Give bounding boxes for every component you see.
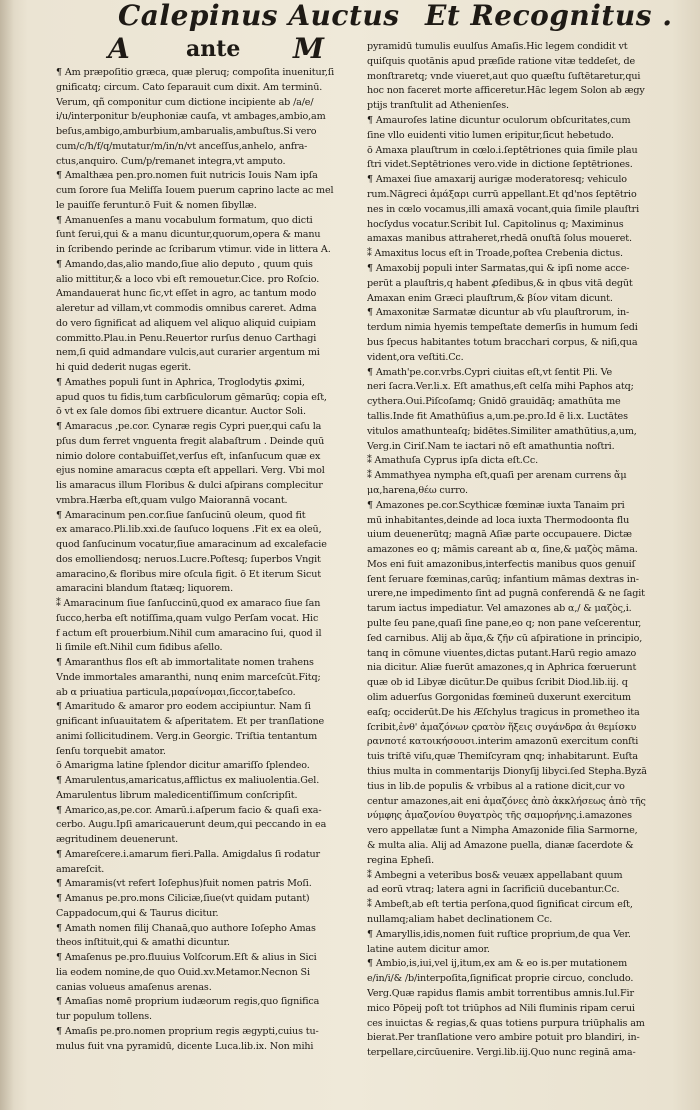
text-line: hoc non faceret morte afficeretur.Hāc legem Solon ab ægy: [367, 85, 645, 97]
text-line: μα,harena,θέω curro.: [367, 484, 468, 496]
text-line: ¶ Amauroſes latine dicuntur oculorum obſcuritates,cum: [367, 114, 631, 126]
text-line: Amarulentus librum maledicentiſſimum conſcripſit.: [56, 789, 298, 801]
text-line: ¶ Amaſis pe.pro.nomen proprium regis ægypti,cuius tu-: [56, 1025, 319, 1037]
text-line: in ſcribendo perinde ac ſcribarum vtimur. vide in littera A.: [56, 244, 331, 255]
text-line: ¶ Amando,das,alio mando,ſiue alio deputo , quum quis: [56, 258, 313, 270]
text-line: gnificatq; circum. Cato ſeparauit cum dixit. Am terminū.: [56, 81, 323, 93]
text-line: pſus dum ferret vnguenta fregit alabaſtrum . Deinde quū: [56, 435, 325, 447]
gutter-shadow: [0, 0, 14, 1110]
text-line: ejus nomine amaracus cœpta eſt appellari. Verg. Vbi mol: [56, 465, 325, 477]
text-line: pyramidū tumulis euulſus Amaſis.Hic legem condidit vt: [367, 41, 628, 52]
text-line: Vnde immortales amaranthi, nunq enim marceſcūt.Fitq;: [56, 671, 321, 683]
text-line: ō Amarigma latine ſplendor dicitur amariſſo ſplendeo.: [56, 760, 310, 772]
text-line: ⁑ Amaxitus locus eſt in Troade,poſtea Crebenia dictus.: [367, 248, 623, 260]
text-line: ces inuictas & regias,& quas totiens purpura triūphalis am: [367, 1017, 645, 1029]
text-line: ¶ Amaſias nomē proprium iudæorum regis,quo ſignifica: [56, 996, 320, 1008]
text-line: ¶ Amaryllis,idis,nomen fuit ruſtice proprium,de qua Ver.: [367, 928, 631, 940]
text-line: mulus fuit vna pyramidū, dicente Luca.lib.ix. Non mihi: [56, 1040, 314, 1052]
text-line: le pauiſſe feruntur.ō Fuit & nomen ſibyllæ.: [56, 199, 257, 211]
text-line: lia eodem nomine,de quo Ouid.xv.Metamor.Necnon Si: [56, 966, 310, 978]
text-line: i/u/interponitur b/euphoniæ cauſa, vt ambages,ambio,am: [56, 111, 326, 123]
text-line: hi quid dederit nugas egerit.: [56, 362, 191, 373]
text-line: vero appellatæ ſunt a Nimpha Amazonide filia Sarmorne,: [367, 825, 638, 837]
text-line: theos inſtituit,qui & amathi dicuntur.: [56, 937, 230, 949]
text-line: committo.Plau.in Penu.Reuertor rurſus denuo Carthagi: [56, 332, 317, 344]
text-line: perūt a plauſtris,q habent ꝓſedibus,& in qbus vitā degūt: [367, 277, 633, 289]
text-line: ¶ Amaxobij populi inter Sarmatas,qui & ipſi nome acce-: [367, 262, 630, 274]
text-line: ⁑ Ambegni a veteribus bos& veuæx appellabant quum: [367, 869, 623, 881]
text-line: ¶ Amath'pe.cor.vrbs.Cypri ciuitas eſt,vt ſentit Pli. Ve: [367, 366, 612, 378]
text-line: neri ſacra.Ver.li.x. Eſt amathus,eſt celſa mihi Paphos atq;: [367, 381, 634, 393]
text-line: terdum nimia hyemis tempeſtate demerſis in humum ſedi: [367, 322, 638, 334]
text-line: cum ſorore ſua Meliſſa Iouem puerum caprino lacte ac mel: [56, 185, 334, 196]
text-line: ⁑ Ammathyea nympha eſt,quaſi per arenam currens ἄμ: [367, 470, 627, 482]
guide-words: [56, 34, 358, 64]
text-line: amaracino,& floribus mire oſcula figit. ō Et iterum Sicut: [56, 568, 321, 580]
text-line: ¶ Amarico,as,pe.cor. Amarū.i.aſperum facio & quaſi exa-: [56, 804, 322, 816]
text-line: quod ſanſucinum vocatur,ſiue amaracinum ad excalefacie: [56, 539, 327, 550]
text-line: ō Amaxa plauſtrum in cœlo.i.ſeptētriones quia ſimile plau: [367, 144, 638, 156]
right-column-text: [367, 40, 657, 1061]
text-line: Cappadocum,qui & Taurus dicitur.: [56, 907, 219, 919]
guide-word: ante: [186, 36, 241, 62]
text-line: ¶ Amaramis(vt refert Ioſephus)fuit nomen patris Moſi.: [56, 878, 312, 890]
text-line: Mos eni fuit amazonibus,interfectis manibus quos genuiſ: [367, 558, 635, 570]
text-line: ¶ Amarulentus,amaricatus,afflictus ex maliuolentia.Gel.: [56, 775, 320, 786]
guide-ornament: M: [293, 34, 324, 65]
text-line: ſed carnibus. Alij ab ἅμα,& ζῆν cū aſpiratione in principio,: [367, 632, 643, 644]
text-line: bus ſpecus habitantes totum bracchari corpus, & niſi,qua: [367, 336, 638, 348]
text-line: tur populum tollens.: [56, 1011, 152, 1022]
text-line: olim aduerſus Gorgonidas fœmineū duxerunt exercitum: [367, 692, 631, 704]
text-line: quiſquis quotānis apud præſide ratione vitæ teddeſet, de: [367, 55, 636, 67]
text-line: ſent ſeruare fœminas,carūq; infantium māmas dextras in-: [367, 573, 639, 585]
running-head: [0, 0, 700, 34]
text-line: ⁑ Amaracinum ſiue ſanſuccinū,quod ex amaraco ſiue ſan: [56, 598, 321, 609]
text-line: amazones eo q; māmis careant ab α, ſine,& μαζὸς māma.: [367, 544, 638, 556]
text-line: & multa alia. Alij ad Amazone puella, dianæ ſacerdote &: [367, 840, 634, 852]
text-line: bierat.Per tranſlatione vero ambire potuit pro blandiri, in-: [367, 1032, 640, 1044]
text-line: Verg.Quæ rapidus flamis ambit torrentibus amnis.Iul.Fir: [367, 988, 634, 999]
text-line: ægritudinem deuenerunt.: [56, 834, 178, 845]
text-line: ¶ Amaracus ,pe.cor. Cynaræ regis Cypri puer,qui caſu la: [56, 421, 322, 432]
text-line: ¶ Amaranthus flos eſt ab immortalitate nomen trahens: [56, 657, 314, 668]
text-line: ¶ Amaſenus pe.pro.fluuius Volſcorum.Eſt & alius in Sici: [56, 952, 317, 963]
text-line: gnificant inſuauitatem & aſperitatem. Et per tranſlatione: [56, 716, 325, 727]
text-line: nes in cœlo vocamus,illi amaxā vocant,quia ſimile plauſtri: [367, 203, 640, 215]
text-line: apud quos tu fidis,tum carbſiculorum gēmarūq; copia eſt,: [56, 391, 327, 403]
left-column: [56, 34, 358, 1104]
text-line: ¶ Amaracinum pen.cor.ſiue ſanſucinū oleum, quod fit: [56, 509, 306, 521]
text-line: quæ ob id Libyæ dicūtur.De quibus ſcribit Diod.lib.iij. q: [367, 677, 628, 689]
running-head-left: Calepinus Auctus: [118, 0, 400, 32]
text-line: Verg.in Ciriſ.Nam te iactari nō eſt amathuntia noſtri.: [367, 440, 615, 452]
text-line: nem,ſi quid admandare vulcis,aut curarier argentum mi: [56, 347, 320, 359]
text-line: latine autem dicitur amor.: [367, 943, 490, 955]
text-line: cythera.Oui.Piſcoſamq; Gnidō grauidāq; amathūta me: [367, 396, 621, 408]
text-line: ſunt ſerui,qui & a manu dicuntur,quorum,opera & manu: [56, 229, 321, 241]
text-line: νύμφης ἀμαζονίου θυγατρὸς τῆς σαμορήνης.i.amazones: [367, 810, 632, 822]
text-line: ſenſu torquebit amator.: [56, 745, 166, 757]
text-line: ρανποτέ κατοικήσουσι.interim amazonū exercitum conſti: [367, 736, 639, 748]
text-line: ⁑ Amathuſa Cyprus ipſa dicta eſt.Cc.: [367, 455, 538, 467]
text-line: ſtri videt.Septētriones vero.vide in dictione ſeptētriones.: [367, 159, 633, 171]
text-line: monſtraretq; vnde viueret,aut quo quæſtu ſuſtētaretur,qui: [367, 70, 641, 82]
text-line: tuis triſtē viſu,quæ Themiſcyram qnq; inhabitarunt. Euſta: [367, 751, 638, 763]
text-line: Amaxan enim Græci plauſtrum,& βίον vitam dicunt.: [367, 292, 613, 304]
text-line: centur amazones,ait eni ἀμαζόνες ἀπὸ ἀκκλήσεως ἀπὸ τῆς: [367, 795, 646, 807]
text-line: regina Epheſi.: [367, 854, 434, 866]
text-line: do vero ſignificat ad aliquem vel aliquo aliquid cuipiam: [56, 317, 316, 329]
text-line: cum/c/h/f/q/mutatur/m/in/n/vt anceſſus,anhelo, anfra-: [56, 140, 308, 152]
text-line: ¶ Amalthæa pen.pro.nomen fuit nutricis Iouis Nam ipſa: [56, 170, 318, 182]
text-line: ſucco,herba eſt notiſſima,quam vulgo Perſam vocat. Hic: [56, 612, 319, 624]
text-line: f actum eſt prouerbium.Nihil cum amaracino ſui, quod il: [56, 627, 322, 639]
guide-letter: A: [108, 34, 130, 65]
text-line: rum.Nāgreci ἁμάξαρι currū appellant.Et qd'nos ſeptētrio: [367, 188, 637, 200]
text-line: ¶ Amareſcere.i.amarum fieri.Palla. Amigdalus ſi rodatur: [56, 848, 320, 860]
text-line: eaſq; occiderūt.De his Æſchylus tragicus in prometheo ita: [367, 706, 640, 718]
text-line: ¶ Amath nomen filij Chanaā,quo authore Ioſepho Amas: [56, 922, 316, 934]
text-line: Verum, qñ componitur cum dictione incipiente ab /a/e/: [56, 96, 314, 108]
text-line: ab α priuatiua particula,μαραίνομαι,ſiccor,tabeſco.: [56, 686, 296, 698]
text-line: ⁑ Ambeſt,ab eſt tertia perſona,quod ſignificat circum eſt,: [367, 899, 633, 911]
text-line: nimio dolore contabuiſſet,verſus eſt, inſanſucum quæ ex: [56, 450, 321, 462]
text-line: nullamq;aliam habet declinationem Cc.: [367, 914, 553, 926]
text-line: amareſcit.: [56, 863, 105, 875]
right-column: [367, 40, 657, 1104]
text-line: ¶ Amazones pe.cor.Scythicæ fœminæ iuxta Tanaim pri: [367, 499, 625, 511]
text-line: amaracini blandum ſtatæq; liquorem.: [56, 583, 233, 595]
text-line: nia dicitur. Aliæ fuerūt amazones,q in Aphrica fœruerunt: [367, 662, 637, 674]
text-line: ptijs tranſtulit ad Athenienſes.: [367, 100, 509, 112]
text-line: ¶ Amathes populi ſunt in Aphrica, Troglodytis ꝓximi,: [56, 376, 305, 388]
text-line: ex amaraco.Pli.lib.xxi.de ſauſuco loquens .Fit ex ea oleū,: [56, 524, 322, 536]
text-line: ō vt ex ſale domos ſibi extruere dicantur. Auctor Soli.: [56, 406, 306, 418]
text-line: tanq in cōmune viuentes,dictas putant.Harū regio amazo: [367, 647, 637, 659]
text-line: dos emolliendosq; neruos.Lucre.Poſtesq; ſuperbos Vngit: [56, 553, 321, 565]
text-line: tarum iactus impediatur. Vel amazones ab α,/ & μαζὸς,i.: [367, 603, 632, 615]
text-line: vident,ora veſtiti.Cc.: [367, 351, 464, 363]
text-line: ſine vllo euidenti vitio lumen eripitur,ſicut hebetudo.: [367, 129, 614, 141]
text-line: terpellare,circūuenire. Vergi.lib.iij.Quo nunc reginā ama-: [367, 1047, 636, 1059]
text-line: ¶ Amanus pe.pro.mons Ciliciæ,ſiue(vt quidam putant): [56, 893, 310, 904]
text-line: canias volueus amaſenus arenas.: [56, 981, 212, 993]
text-line: pulte ſeu pane,quaſi ſine pane,eo q; non pane veſcerentur,: [367, 618, 642, 630]
text-line: lis amaracus illum Floribus & dulci aſpirans complecitur: [56, 480, 323, 491]
text-line: vitulos amathunteaſq; bidētes.Similiter amathūtius,a,um,: [367, 425, 637, 437]
running-head-right: Et Recognitus .: [425, 0, 673, 32]
text-line: ctus,anquiro. Cum/p/remanet integra,vt amputo.: [56, 155, 286, 167]
text-line: ¶ Amaritudo & amaror pro eodem accipiuntur. Nam ſi: [56, 701, 311, 713]
text-line: mico Pōpeij poſt tot triūphos ad Nili fluminis ripam cerui: [367, 1002, 635, 1014]
text-line: cerbo. Augu.Ipſi amaricauerunt deum,qui peccando in ea: [56, 819, 327, 831]
text-line: thius multa in commentarijs Dionyſij libyci.ſed Stepha.Byzā: [367, 766, 647, 778]
text-line: alio mittitur,& a loco vbi eſt remouetur.Cice. pro Roſcio.: [56, 273, 320, 285]
text-line: ¶ Amaxonitæ Sarmatæ dicuntur ab vſu plauſtrorum, in-: [367, 307, 630, 319]
text-line: tius in lib.de populis & vrbibus al a ratione dicit,cur vo: [367, 780, 625, 792]
text-line: uium deuenerūtq; magnā Aſiæ parte occupauere. Dictæ: [367, 529, 632, 541]
text-line: beſus,ambigo,amburbium,ambarualis,ambuſtus.Si vero: [56, 126, 317, 137]
text-line: tallis.Inde fit Amathūſius a,um.pe.pro.Id ē li.x. Luctātes: [367, 410, 628, 422]
text-line: Amandauerat hunc ſic,vt eſſet in agro, ac tantum modo: [56, 288, 317, 300]
left-column-text: [56, 66, 358, 1054]
text-line: ſcribit,ἐνθ' ἀμαζόνων ςρατὸν ἥξεις συγάνδρα ἁι θεμίσκυ: [367, 721, 637, 733]
text-line: hocſydus vocatur.Scribit Iul. Capitolinus q; Maximinus: [367, 218, 624, 230]
text-line: vmbra.Hærba eſt,quam vulgo Maiorannā vocant.: [56, 494, 288, 506]
text-line: li ſimile eſt.Nihil cum fidibus aſello.: [56, 642, 223, 654]
text-line: e/in/i/& /b/interpoſita,ſignificat proprie circuo, concludo.: [367, 973, 634, 985]
text-line: ¶ Ambio,is,iui,vel ij,itum,ex am & eo is.per mutationem: [367, 958, 628, 970]
text-line: urere,ne impedimento ſint ad pugnā conferendā & ne ſagit: [367, 588, 645, 600]
text-line: mū inhabitantes,deinde ad loca iuxta Thermodoonta flu: [367, 514, 630, 526]
text-line: ¶ Amaxei ſiue amaxarij aurigæ moderatoresq; vehiculo: [367, 174, 627, 186]
text-line: ¶ Am præpoſitio græca, quæ pleruq; compoſita inuenitur,ſi: [56, 67, 335, 78]
text-line: animi ſollicitudinem. Verg.in Georgic. Triſtia tentantum: [56, 730, 318, 742]
text-line: ad eorū vtraq; latera agni in ſacrificiū ducebantur.Cc.: [367, 884, 620, 896]
text-line: ¶ Amanuenſes a manu vocabulum formatum, quo dicti: [56, 214, 313, 226]
text-line: amaxas manibus attraheret,rhedā onuſtā ſolus moueret.: [367, 233, 632, 245]
text-line: aleretur ad villam,vt commodis omnibus careret. Adma: [56, 303, 317, 314]
